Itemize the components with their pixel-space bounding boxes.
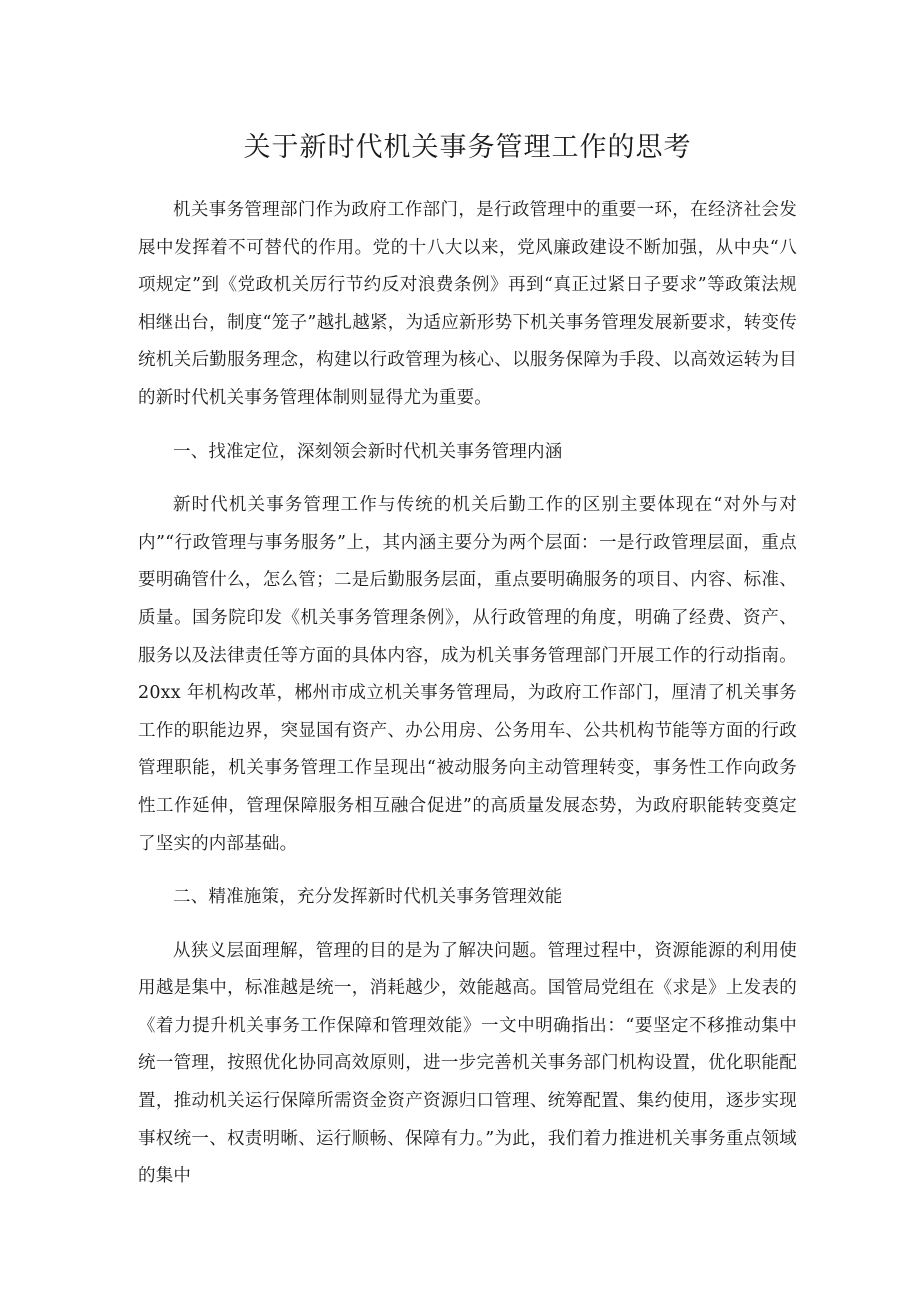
section-1-paragraph: 新时代机关事务管理工作与传统的机关后勤工作的区别主要体现在“对外与对内”“行政管理与事务服务”上，其内涵主要分为两个层面：一是行政管理层面，重点要明确管什么，怎么管；二是后勤服务层面，重点要明确服务的项目、内容、标准、质量。国务院印发《机关事务管理条例》，从行政管理的角度，明确了经费、资产、服务以及法律责任等方面的具体内容，成为机关事务管理部门开展工作的行动指南。20xx 年机构改革，郴州市成立机关事务管理局，为政府工作部门，厘清了机关事务工作的职能边界，突显国有资产、办公用房、公务用车、公共机构节能等方面的行政管理职能，机关事务管理工作呈现出“被动服务向主动管理转变，事务性工作向政务性工作延伸，管理保障服务相互融合促进”的高质量发展态势，为政府职能转变奠定了坚实的内部基础。	[138, 495, 797, 854]
paragraph-gap	[138, 418, 797, 434]
section-2-paragraph: 从狭义层面理解，管理的目的是为了解决问题。管理过程中，资源能源的利用使用越是集中，标准越是统一，消耗越少，效能越高。国管局党组在《求是》上发表的《着力提升机关事务工作保障和管理效能》一文中明确指出：“要坚定不移推动集中统一管理，按照优化协同高效原则，进一步完善机关事务部门机构设置，优化职能配置，推动机关运行保障所需资金资产资源归口管理、统筹配置、集约使用，逐步实现事权统一、权责明晰、运行顺畅、保障有力。”为此，我们着力推进机关事务重点领域的集中	[138, 940, 797, 1187]
intro-paragraph: 机关事务管理部门作为政府工作部门，是行政管理中的重要一环，在经济社会发展中发挥着不可替代的作用。党的十八大以来，党风廉政建设不断加强，从中央“八项规定”到《党政机关厉行节约反对浪费条例》再到“真正过紧日子要求”等政策法规相继出台，制度“笼子”越扎越紧，为适应新形势下机关事务管理发展新要求，转变传统机关后勤服务理念，构建以行政管理为核心、以服务保障为手段、以高效运转为目的新时代机关事务管理体制则显得尤为重要。	[138, 200, 797, 408]
paragraph-gap	[138, 471, 797, 487]
section-heading-2: 二、精准施策，充分发挥新时代机关事务管理效能	[173, 887, 563, 908]
document-page	[138, 128, 797, 1196]
document-title: 关于新时代机关事务管理工作的思考	[243, 132, 692, 163]
section-heading-1: 一、找准定位，深刻领会新时代机关事务管理内涵	[173, 441, 563, 462]
paragraph-gap	[138, 917, 797, 933]
paragraph-gap	[138, 863, 797, 879]
